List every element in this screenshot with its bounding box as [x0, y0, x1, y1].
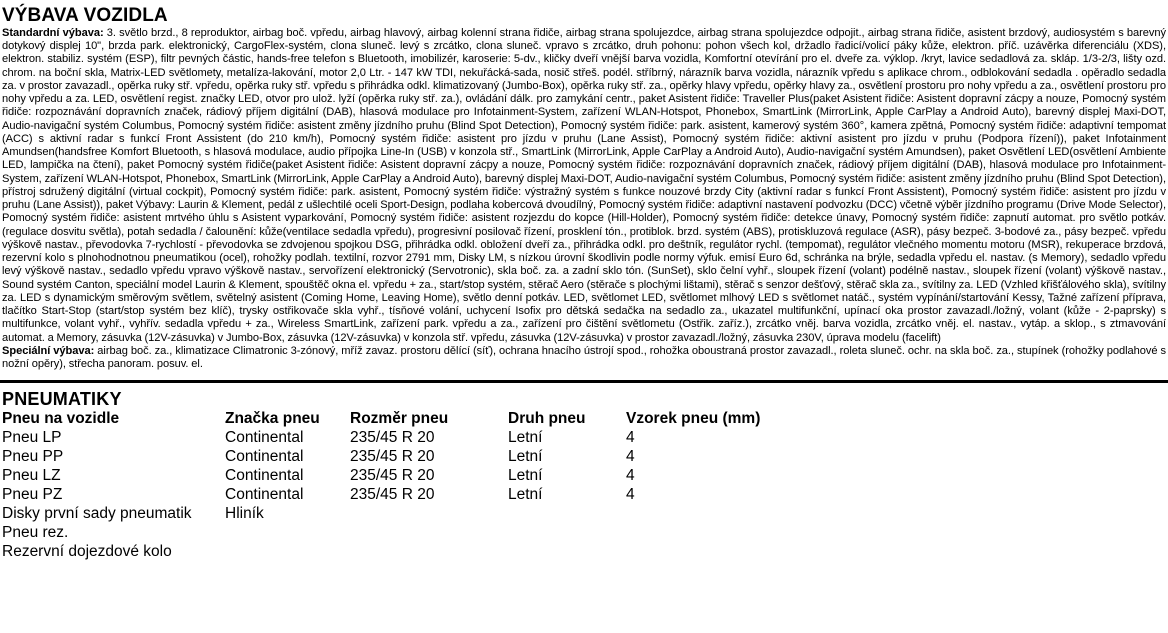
special-equipment-label: Speciální výbava:: [2, 344, 95, 357]
cell-size: 235/45 R 20: [350, 448, 435, 466]
table-row: [2, 448, 1166, 467]
cell-empty: [626, 524, 1166, 543]
cell-size: 235/45 R 20: [350, 485, 435, 503]
column-header-size: Rozměr pneu: [350, 410, 449, 428]
spare-tyre-heading: Pneu rez.: [2, 523, 69, 541]
column-header-vehicle: Pneu na vozidle: [2, 410, 120, 428]
cell-tread: [626, 505, 1166, 524]
standard-equipment-paragraph: [2, 27, 1166, 345]
tyres-table: [2, 410, 1166, 561]
standard-equipment-label: Standardní výbava:: [2, 26, 104, 39]
cell-brand: Hliník: [225, 504, 264, 522]
cell-tread: 4: [626, 485, 635, 503]
cell-vehicle: Pneu PZ: [2, 485, 63, 503]
cell-brand: Continental: [225, 467, 304, 485]
cell-kind: Letní: [508, 467, 543, 485]
cell-size: 235/45 R 20: [350, 467, 435, 485]
cell-size: [350, 505, 508, 524]
special-equipment-paragraph: [2, 345, 1166, 372]
cell-tread: 4: [626, 448, 635, 466]
column-header-kind: Druh pneu: [508, 410, 586, 428]
cell-kind: Letní: [508, 429, 543, 447]
cell-size: [350, 543, 508, 562]
cell-vehicle: Pneu PP: [2, 448, 64, 466]
special-equipment-text: airbag boč. za., klimatizace Climatronic 3-zónový, mříž zavaz. prostoru dělící (síť), ochrana hnacího ústrojí spod., rohožka oboustraná prostor zavazadl., roleta sluneč. ochr. na skla boč. za., stupínek (rohožky podlahové s nožní opěry), střecha panoram. posuv. el.: [2, 344, 1167, 371]
tyres-title: PNEUMATIKY: [2, 389, 122, 410]
spare-tyre-subheading-row: [2, 524, 1166, 543]
cell-vehicle: Pneu LP: [2, 429, 62, 447]
cell-vehicle: Rezervní dojezdové kolo: [2, 542, 172, 560]
cell-tread: 4: [626, 429, 635, 447]
column-header-brand: Značka pneu: [225, 410, 320, 428]
table-row: [2, 486, 1166, 505]
cell-brand: Continental: [225, 448, 304, 466]
cell-vehicle: Pneu LZ: [2, 467, 61, 485]
cell-empty: [225, 524, 350, 543]
cell-vehicle: Disky první sady pneumatik: [2, 504, 192, 522]
cell-size: 235/45 R 20: [350, 429, 435, 447]
table-row: [2, 429, 1166, 448]
cell-empty: [508, 524, 626, 543]
page-title: VÝBAVA VOZIDLA: [2, 5, 168, 26]
table-row: [2, 467, 1166, 486]
standard-equipment-text: 3. světlo brzd., 8 reproduktor, airbag boč. vpředu, airbag hlavový, airbag kolenní strana řidiče, airbag strana spolujezdce, airbag strana spolujezdce odpojit., airbag strana řidiče, asistent brzdový, audiosystém s barevný dotykový displej 10", brzda park. elektronický, CargoFlex-systém, clona sluneč. levý s zrcátko, clona sluneč. vpravo s zrcátko, druh pohonu: pohon všech kol, držadlo řadicí/volicí páky kůže, elektron. příč. uzávěrka diferenciálu (XDS), elektron. stabiliz. systém (ESP), filtr pevných částic, hands-free telefon s Bluetooth, imobilizér, karoserie: 5-dv., kličky dveří vnější barva vozidla, Komfortní otevírání pro el. dveře za. výklop. /kryt, lavice sedadlová za. skláp. 1/3-2/3, lišty ozd. chrom. na boční skla, Matrix-LED světlomety, metalíza-lakování, motor 2,0 Ltr. - 147 kW TDI, nekuřácká-sada, nosič střeš. podél. stříbrný, nárazník barva vozidla, nárazník vpředu s aplikace chrom., odblokování sedadla . opěradlo sedadla za. v prostor zavazadl., opěrka ruky stř. vpředu, opěrka ruky stř. vpředu s přihrádka odkl. klimatizovaný (Jumbo-Box), opěrka ruky stř. za., opěrky hlavy vpředu, opěrky hlavy za., osvětlení prostoru pro nohy vpředu a za., osvětlení prostoru pro nohy vpředu a za. LED, osvětlení regist. značky LED, otvor pro ulož. lyží (opěrka ruky stř. za.), ovládání dálk. pro zamykání centr., paket Asistent řidiče: Traveller Plus(paket Asistent řidiče: Asistent dopravní zácpy a nouze, Pomocný systém řidiče: rozpoznávání dopravních značek, rádiový příjem digitální (DAB), hlasová modulace pro Infotainment-System, zařízení WLAN-Hotspot, Phonebox, SmartLink (MirrorLink, Apple CarPlay a Android Auto), barevný displej Maxi-DOT, Audio-navigační systém Columbus, Pomocný systém řidiče: asistent změny jízdního pruhu (Blind Spot Detection), Pomocný systém řidiče: park. asistent, kamerový systém 360°, kamera zpětná, Pomocný systém řidiče: adaptivní tempomat (ACC) s aktivní radar s funkcí Front Assistent (do 210 km/h), Pomocný systém řidiče: asistent pro jízdu v pruhu (Lane Assist), Pomocný systém řidiče: aktivní asistent pro jízdu v pruhu (Podpora řízení)), paket Infotainment Amundsen(handsfree Komfort Bluetooth, s hlasová modulace, audio přípojka Line-In (USB) v konzola stř., SmartLink (MirrorLink, Apple CarPlay a Android Auto), Audio-navigační systém Amundsen), paket Osvětlení LED(osvětlení Ambiente LED, lampička na čtení), paket Pomocný systém řidiče(paket Asistent řidiče: Asistent dopravní zácpy a nouze, Pomocný systém řidiče: rozpoznávání dopravních značek, rádiový příjem digitální (DAB), hlasová modulace pro Infotainment-System, zařízení WLAN-Hotspot, Phonebox, SmartLink (MirrorLink, Apple CarPlay a Android Auto), barevný displej Maxi-DOT, Audio-navigační systém Columbus, Pomocný systém řidiče: asistent změny jízdního pruhu (Blind Spot Detection), přístroj sdružený digitální (virtual cockpit), Pomocný systém řidiče: park. asistent, Pomocný systém řidiče: výstražný systém s funkce nouzové brzdy City (aktivní radar s funkcí Front Assistent), Pomocný systém řidiče: asistent pro jízdu v pruhu (Lane Assist)), paket Výbavy: Laurin & Klement, pedál z ušlechtilé oceli Sport-Design, podlaha kobercová dvoudílný, Pomocný systém řidiče: adaptivní nastavení podvozku (DCC) včetně výběr jízdního programu (Drive Mode Selector), Pomocný systém řidiče: asistent mrtvého úhlu s Asistent vyparkování, Pomocný systém řidiče: asistent rozjezdu do kopce (Hill-Holder), Pomocný systém řidiče: detekce únavy, Pomocný systém řidiče: zapnutí automat. pro světlo potkáv. (regulace dosvitu světla), potah sedadla / čalounění: kůže(ventilace sedadla vpředu), progresivní posilovač řízení, prosklení tón., protiblok. brzd. systém (ABS), protiskluzová regulace (ASR), pásy bezpeč. 3-bodové za., pásy bezpeč. vpředu výškově nastav., převodovka 7-rychlostí - převodovka se zdvojenou spojkou DSG, přihrádka odkl. obložení dveří za., přihrádka odkl. pro deštník, regulátor rychl. (tempomat), regulátor vlečného momentu motoru (MSR), rekuperace brzdová, rezervní kolo s plnohodnotnou pneumatikou (ocel), rohožky podlah. textilní, rozvor 2791 mm, Disky LM, s nízkou úrovní škodlivin podle normy výfuk. emisí Euro 6d, schránka na brýle, sedadla vpředu el. nastav. (s Memory), sedadlo vpředu levý výškově nastav., sedadlo vpředu vpravo výškově nastav., servořízení elektronický (Servotronic), skla boč. za. a zadní sklo tón. (SunSet), sklo čelní vyhř., sloupek řízení (volant) podélně nastav., sloupek řízení (volant) výškově nastav., Sound systém Canton, speciální model Laurin & Klement, spouštěč okna el. vpředu + za., start/stop systém, stěrač Aero (stěrače s plochými lištami), stěrač s senzor dešťový, stěrač skla za., svítilny za. LED (Vzhled křišťálového skla), svítilny za. LED s dynamickým směrovým světlem, světelný asistent (Coming Home, Leaving Home), světlo denní potkáv. LED, světlomet LED, světlomet mlhový LED s světlomet natáč., systém vypínání/startování Kessy, Tažné zařízení příprava, tlačítko Start-Stop (start/stop systém bez klíč), trysky ostřikovače skla vyhř., tísňové volání, uchycení Isofix pro dětská sedačka na sedadlo za., ukazatel multifunkční, upínací oka prostor zavazadl./ložný, volant (kůže - 2-paprsky) s multifunkce, volant vyhř., vyhřív. sedadla vpředu + za., Wireless SmartLink, zařízení park. vpředu a za., zařízení pro čištění světlometu (Ostřik. zaříz.), zrcátko vněj. barva vozidla, zrcátko vněj. el. nastav., vytáp. a sklop., s ztmavování automat. a Memory, zásuvka (12V-zásuvka) v Jumbo-Box, zásuvka (12V-zásuvka) v konzola stř. vpředu, zásuvka (12V-zásuvka) v prostor zavazadl./ložný, zásuvka 230V, úprava modelu (facelift): [2, 26, 1166, 344]
table-row: [2, 505, 1166, 524]
tyres-section: [0, 383, 1168, 561]
cell-brand: Continental: [225, 485, 304, 503]
cell-kind: [508, 505, 626, 524]
cell-tread: 4: [626, 467, 635, 485]
column-header-tread: Vzorek pneu (mm): [626, 410, 761, 428]
cell-kind: Letní: [508, 448, 543, 466]
table-header-row: [2, 410, 1166, 429]
cell-empty: [350, 524, 508, 543]
cell-brand: Continental: [225, 429, 304, 447]
table-row: [2, 543, 1166, 562]
cell-kind: Letní: [508, 485, 543, 503]
cell-tread: [626, 543, 1166, 562]
cell-kind: [508, 543, 626, 562]
cell-brand: [225, 543, 350, 562]
